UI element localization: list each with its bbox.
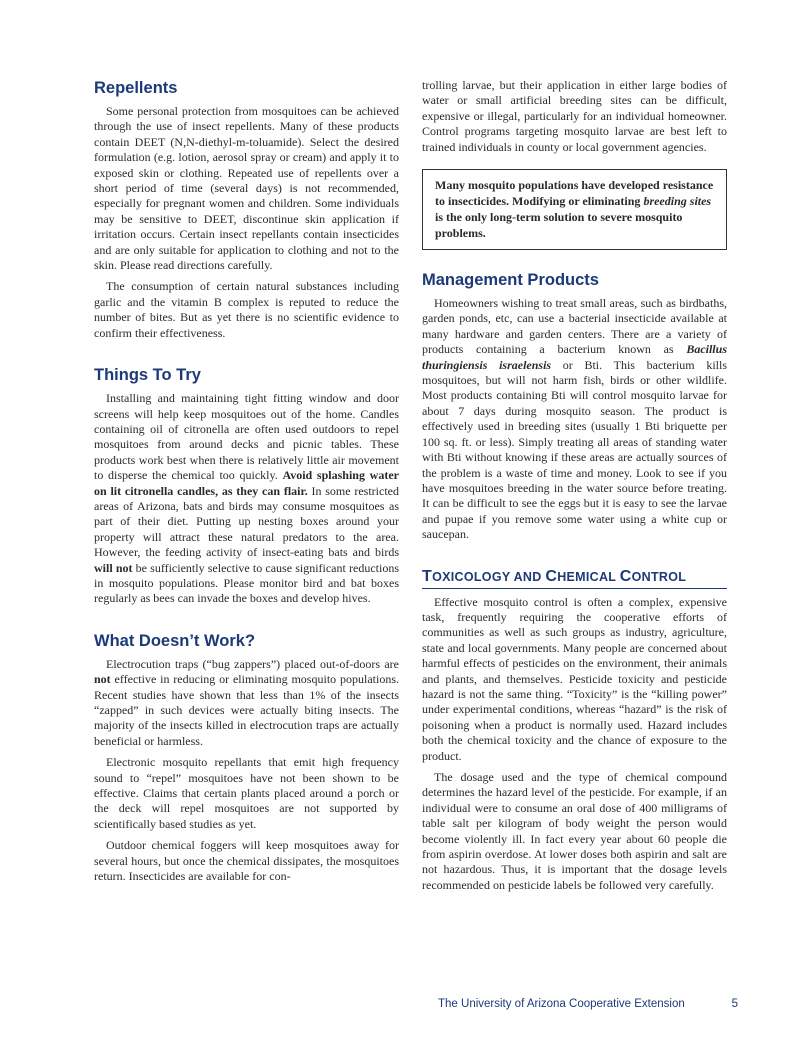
repellents-paragraph-1: Some personal protection from mosquitoes can be achieved through the use of insect repellents. Many of these products contain DEET (N,N-diethyl-m-toluamide). Select the desired formulation (e.g. lotion, aerosol spray or cream) and apply it to exposed skin or clothing. Repeated use of repellents over a short period of time (several days) is not recommended, especially for pregnant women and children. Some individuals may be sensitive to DEET, discontinue skin application if irritation occurs. Certain insect repellants contain insecticides and are only suitable for application to clothing and not to the skin. Please read directions carefully. [94,104,399,273]
toxicology-heading [422,567,727,589]
toxicology-paragraph-2: The dosage used and the type of chemical compound determines the hazard level of the pesticide. For example, if an individual were to consume an oral dose of 400 milligrams of table salt per kilogram of body weight the person would become violently ill. In fact every year about 60 people die from aspirin overdose. At lower doses both aspirin and salt are not hazardous. Thus, it is important that the dosage levels recommended on pesticide labels be followed very carefully. [422,770,727,892]
heading-small-hemical: HEMICAL [557,569,620,584]
repellents-heading: Repellents [94,79,178,97]
right-column [422,78,727,917]
citronella-warning: Avoid splashing water on lit citronella candles, as they can flair. [94,468,399,498]
heading-cap-c2: C [619,567,632,585]
doesnt-paragraph-2: Electronic mosquito repellants that emit high frequency sound to “repel” mosquitoes have not been shown to be effective. Claims that certain plants placed around a porch or the deck will repel mosquitoes are not supported by scientifically based studies as yet. [94,755,399,831]
management-text-a: Homeowners wishing to treat small areas, such as birdbaths, garden ponds, etc, can use a bacterial insecticide available at many hardware and garden centers. There are a variety of products containing a bacterium known as [422,296,727,357]
toxicology-paragraph-1: Effective mosquito control is often a complex, expensive task, frequently requiring the cooperative efforts of communities as well as such groups as industry, agriculture, state and local governments. Many people are concerned about harmful effects of pesticides on the environment, their animals and plants, and themselves. Pesticide toxicity and pesticide hazard is not the same thing. “Toxicity” is the “killing power” under experimental conditions, whereas “hazard” is the risk of poisoning when a product is normally used. Hazard includes both the chemical toxicity and the chance of exposure to the product. [422,594,727,763]
continued-paragraph: trolling larvae, but their application in either large bodies of water or small artificial breeding sites can be difficult, expensive or illegal, particularly for an individual homeowner. Control programs targeting mosquito larvae are best left to trained individuals in county or local government agencies. [422,78,727,154]
repellents-paragraph-2: The consumption of certain natural substances including garlic and the vitamin B complex is reputed to reduce the number of bites. But as yet there is no scientific evidence to confirm their effectiveness. [94,279,399,340]
page-number: 5 [731,998,738,1010]
doesnt-text-b: effective in reducing or eliminating mosquito populations. Recent studies have shown that less than 1% of the insects “zapped” in such devices were actually biting insects. The majority of the insects killed in electrocution traps are actually beneficial or harmless. [94,672,399,748]
callout-text [435,177,714,241]
not-emphasis: not [94,672,111,687]
will-not-emphasis: will not [94,560,133,575]
callout-text-a: Many mosquito populations have developed resistance to insecticides. Modifying or eliminating [435,178,714,209]
things-text-c: be sufficiently selective to cause significant reductions in mosquito populations. Please monitor bird and bat boxes regularly as bees can invade the boxes and develop hives. [94,560,399,606]
management-products-section [422,270,727,543]
what-doesnt-work-heading: What Doesn’t Work? [94,631,256,650]
footer-organization: The University of Arizona Cooperative Extension [438,998,685,1010]
heading-cap-c: C [545,567,558,585]
things-text-b: In some restricted areas of Arizona, bats and birds may consume mosquitoes as part of their diet. Putting up nesting boxes around your property will attract these natural predators to the area. However, the feeding activity of insect-eating bats and birds [94,483,399,560]
page-footer [438,998,738,1010]
doesnt-text-a: Electrocution traps (“bug zappers”) placed out-of-doors are [106,656,399,671]
management-text-b: or Bti. This bacterium kills mosquitoes, but will not harm fish, birds or other wildlife. Most products containing Bti will control mosquito larvae for about 7 days during mosquito season. The product is effectively used in breeding sites (usually 1 Bti briquette per 100 sq. ft. or less). Simply treating all areas of standing water with Bti without knowing if these areas are actually sources of the problem is a waste of time and money. Look to see if you have mosquitoes breeding in the water source before treating. It can be difficult to see the eggs but it is easy to see the larvae and pupae if you remove some water using a white cup or saucepan. [422,357,728,542]
things-to-try-heading: Things To Try [94,366,201,385]
left-column [94,78,399,908]
repellents-section [94,78,399,341]
what-doesnt-work-section [94,631,399,885]
doesnt-paragraph-1 [94,657,399,749]
management-products-heading: Management Products [422,271,599,290]
things-to-try-section [94,365,399,607]
bacillus-name: Bacillus thuringiensis israelensis [422,342,727,372]
things-text-a: Installing and maintaining tight fitting window and door screens will help keep mosquitoes out of the home. Candles containing oil of citronella are often used outdoors to repel mosquitoes from around decks and picnic tables. These products work best when there is relatively little air movement to disperse the chemical too quickly. [94,391,399,483]
doesnt-paragraph-3: Outdoor chemical foggers will keep mosquitoes away for several hours, but once the chemical dissipates, the mosquitoes return. Insecticides are available for con- [94,838,399,884]
breeding-sites-emphasis: breeding sites [643,194,712,209]
toxicology-section [422,567,727,894]
callout-box [422,169,727,250]
heading-small-ontrol: ONTROL [631,569,687,584]
management-paragraph [422,296,727,543]
heading-cap-t: T [422,567,433,585]
callout-text-b: is the only long-term solution to severe mosquito problems. [435,210,683,241]
heading-small-oxicology: OXICOLOGY AND [432,569,546,584]
things-to-try-paragraph [94,391,399,607]
